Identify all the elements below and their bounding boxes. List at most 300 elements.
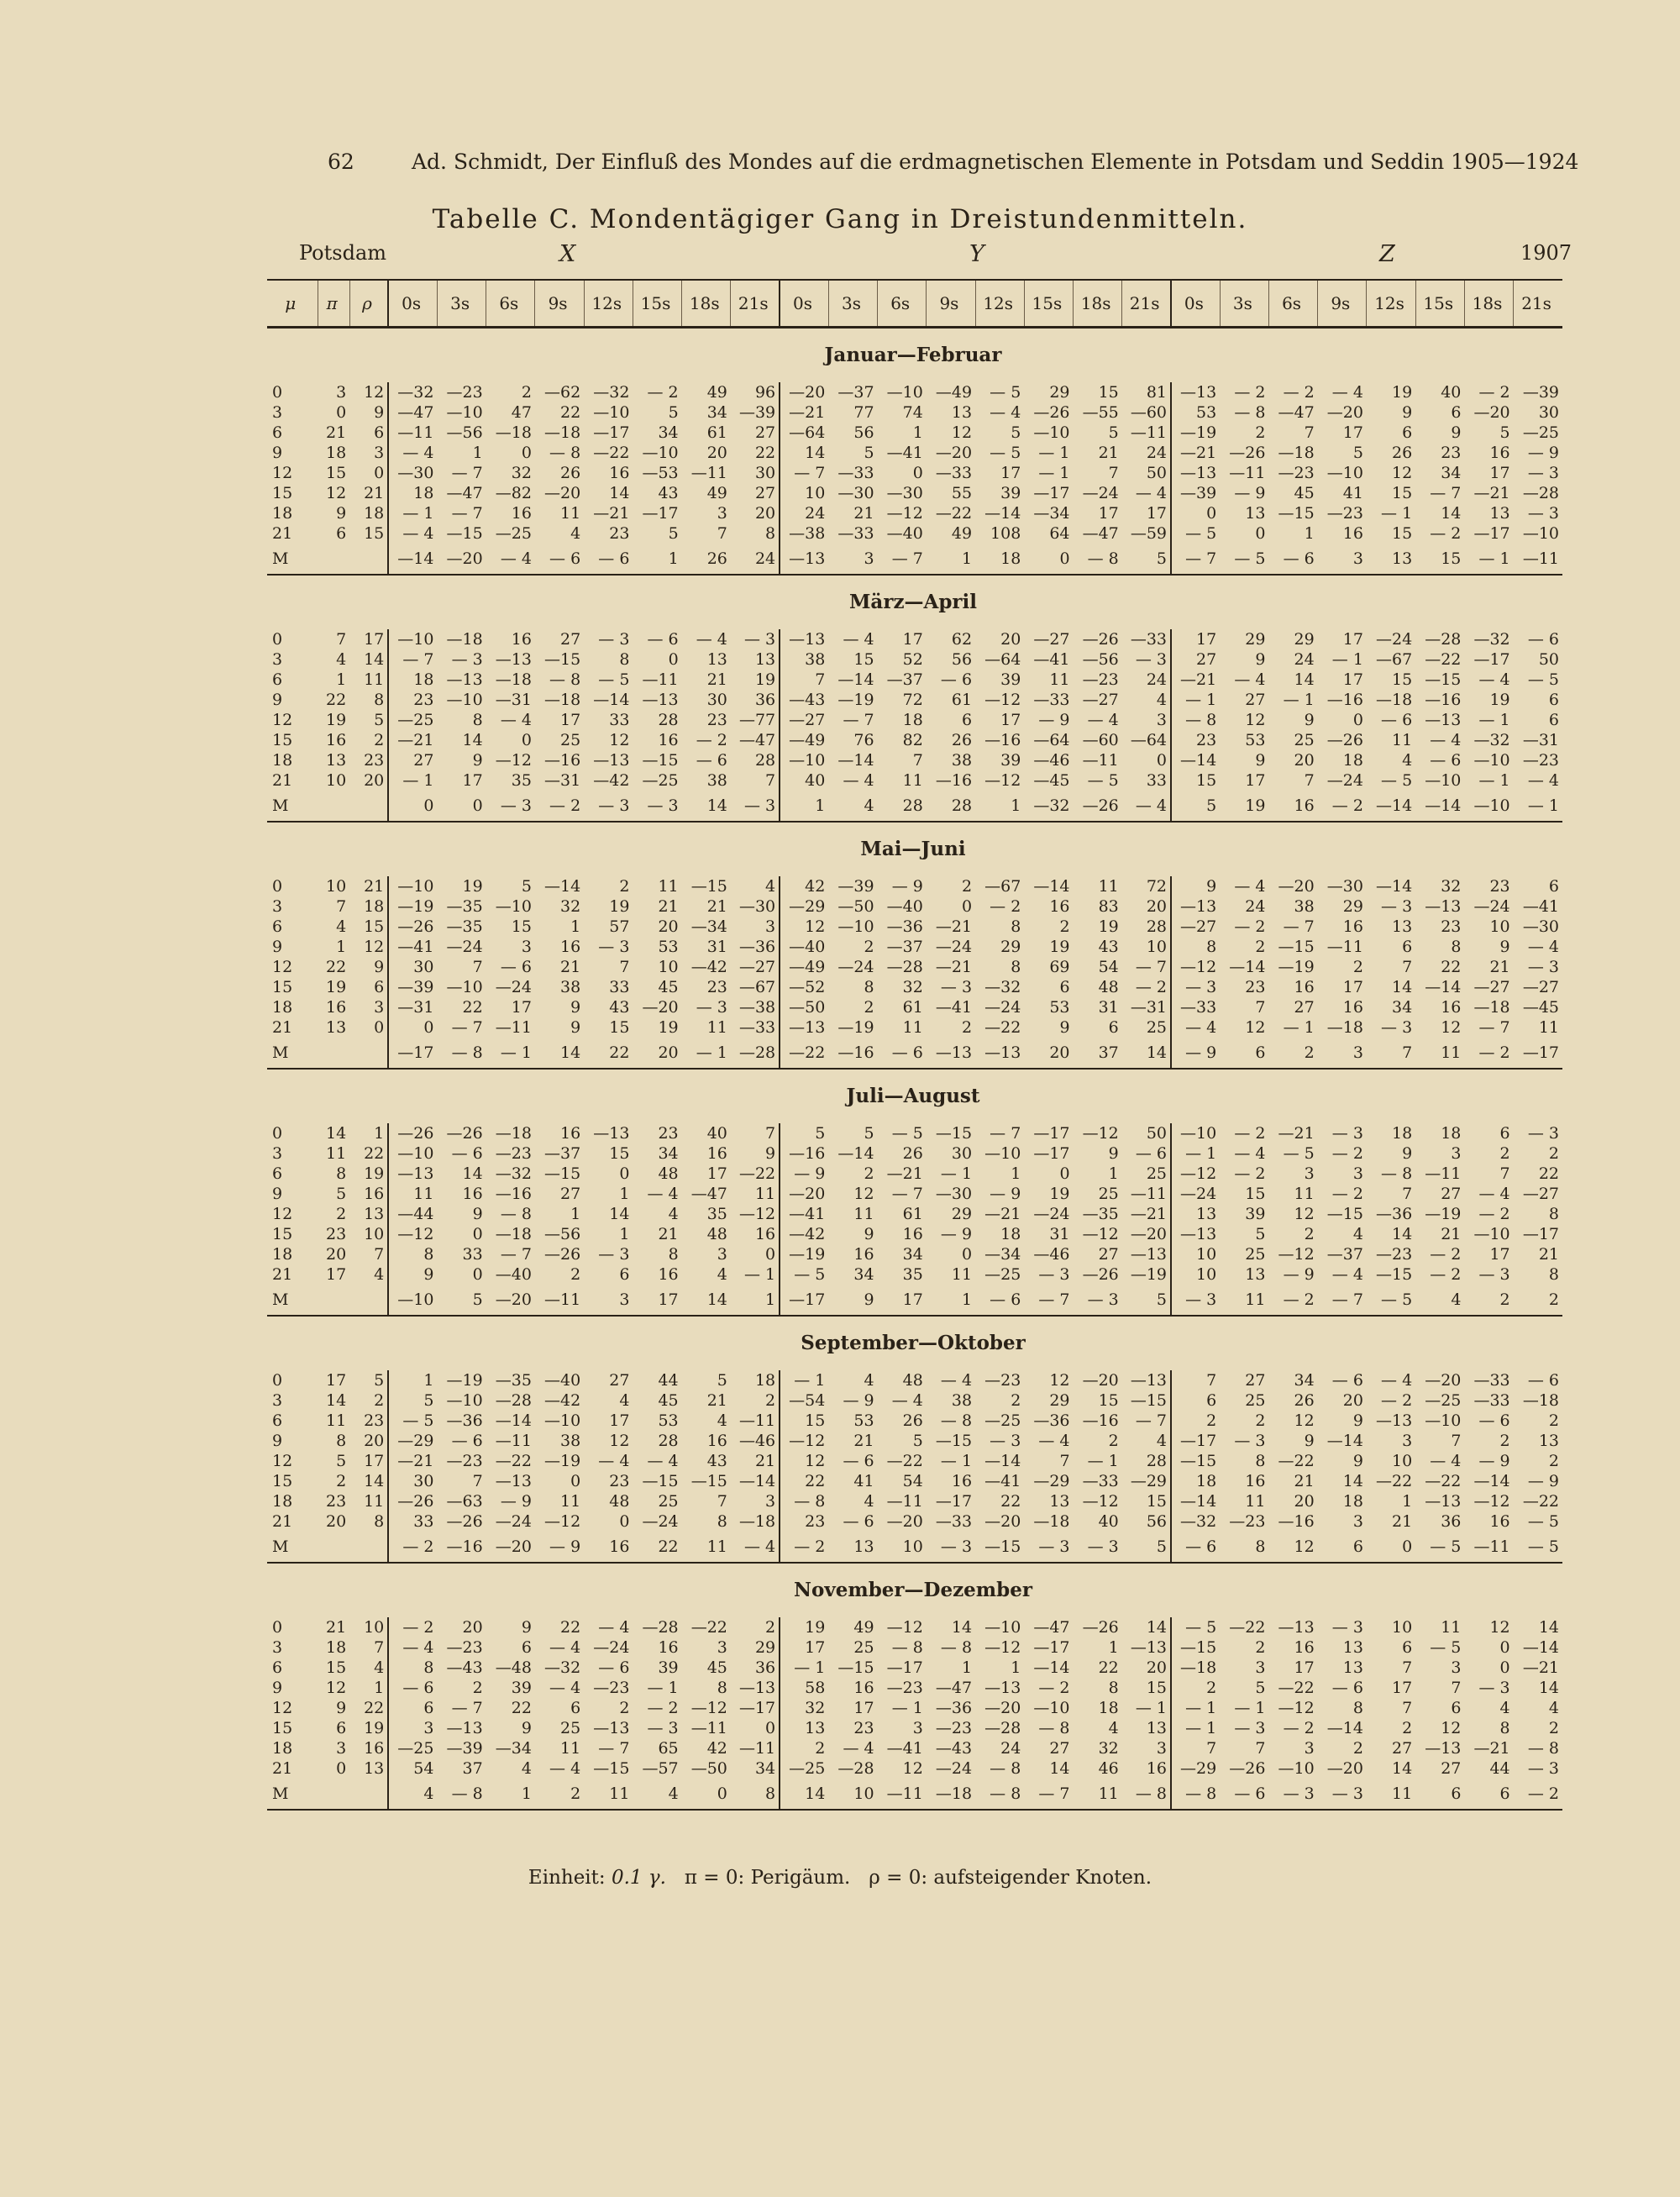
- table-row: [267, 629, 1562, 649]
- table-cell: 22: [462, 998, 483, 1017]
- table-cell: — 7: [1430, 484, 1462, 502]
- table-cell: —42: [690, 958, 727, 976]
- table-cell: 3: [521, 938, 532, 956]
- table-cell: 16: [1245, 1472, 1266, 1490]
- table-cell: — 3: [1478, 1265, 1510, 1284]
- table-cell: 16: [560, 1124, 581, 1143]
- table-cell: — 4: [843, 771, 874, 790]
- table-cell: 17: [1146, 504, 1167, 523]
- table-cell: —33: [738, 1018, 776, 1037]
- table-cell: —11: [495, 1432, 532, 1450]
- table-cell: 3: [336, 383, 347, 402]
- table-cell: 28: [1146, 1452, 1167, 1470]
- table-cell: —47: [388, 402, 437, 423]
- table-cell: 15: [1391, 484, 1413, 502]
- table-cell: 7: [1108, 464, 1119, 482]
- table-cell: — 7: [388, 649, 437, 670]
- table-cell: — 2: [1234, 383, 1266, 402]
- table-cell: —22: [1375, 1472, 1413, 1490]
- table-cell: — 4: [1381, 1371, 1413, 1390]
- table-cell: — 4: [598, 1452, 630, 1470]
- table-cell: —16: [1425, 691, 1462, 709]
- table-cell: — 4: [486, 544, 535, 575]
- table-row: [267, 1511, 1562, 1532]
- table-cell: —41: [935, 998, 973, 1017]
- table-cell: — 8: [990, 1759, 1021, 1778]
- table-cell: 9: [521, 1719, 532, 1737]
- table-cell: 18: [1000, 1225, 1021, 1243]
- table-cell: 53: [1245, 731, 1266, 749]
- table-cell: 1: [961, 1658, 973, 1677]
- table-cell: 23: [706, 978, 727, 996]
- table-cell: — 7: [1171, 544, 1220, 575]
- table-cell: 1: [349, 1678, 388, 1698]
- table-cell: 16: [1441, 998, 1462, 1017]
- table-cell: — 3: [1024, 1532, 1073, 1563]
- table-cell: —41: [388, 937, 437, 957]
- table-cell: 12: [780, 1451, 828, 1471]
- table-cell: 19: [325, 978, 347, 996]
- table-cell: 39: [1000, 670, 1021, 689]
- table-cell: — 4: [1527, 771, 1559, 790]
- table-cell: 3: [272, 403, 283, 422]
- table-cell: 13: [1342, 1658, 1363, 1677]
- table-cell: 20: [633, 1038, 681, 1069]
- table-cell: —14: [1375, 877, 1413, 896]
- unit-value: 0.1 γ.: [611, 1867, 666, 1889]
- table-cell: 2: [1255, 423, 1266, 442]
- table-cell: 40: [1098, 1512, 1119, 1531]
- table-cell: 8: [717, 1679, 727, 1697]
- table-cell: —14: [593, 691, 630, 709]
- table-cell: [349, 1038, 388, 1069]
- table-cell: 4: [717, 1265, 727, 1284]
- table-cell: — 2: [1283, 383, 1315, 402]
- table-cell: 1: [1108, 1164, 1119, 1183]
- table-cell: 9: [521, 1618, 532, 1637]
- table-cell: —22: [886, 1452, 923, 1470]
- table-cell: 10: [349, 1617, 388, 1637]
- table-cell: 2: [1011, 1391, 1021, 1410]
- table-cell: 33: [388, 1511, 437, 1532]
- table-cell: —23: [446, 1638, 483, 1657]
- table-cell: — 9: [1478, 1452, 1510, 1470]
- table-row: [267, 750, 1562, 770]
- table-cell: —28: [984, 1719, 1021, 1737]
- table-cell: — 3: [940, 978, 973, 996]
- table-cell: 2: [864, 998, 874, 1017]
- table-cell: 16: [1342, 524, 1363, 543]
- table-cell: — 3: [584, 791, 633, 822]
- table-cell: — 4: [549, 1679, 581, 1697]
- mean-row: [267, 544, 1562, 575]
- section-header-row: [267, 1563, 1562, 1617]
- table-cell: 14: [349, 1471, 388, 1491]
- table-cell: 17: [609, 1411, 630, 1430]
- table-cell: —13: [495, 1472, 532, 1490]
- table-cell: —14: [837, 751, 874, 770]
- page-number: 62: [328, 150, 354, 174]
- table-cell: 4: [349, 1264, 388, 1285]
- table-cell: —11: [1082, 751, 1119, 770]
- table-cell: 21: [560, 958, 581, 976]
- table-cell: 19: [1220, 791, 1268, 822]
- table-cell: —16: [495, 1185, 532, 1203]
- table-cell: — 5: [990, 383, 1021, 402]
- table-cell: — 4: [388, 443, 437, 463]
- table-cell: 19: [658, 1018, 679, 1037]
- table-cell: [349, 1285, 388, 1316]
- table-cell: 11: [902, 1018, 923, 1037]
- table-cell: —12: [495, 751, 532, 770]
- table-cell: 83: [1098, 897, 1119, 916]
- table-cell: —32: [984, 978, 1021, 996]
- table-cell: —22: [738, 1164, 776, 1183]
- table-cell: 6: [349, 977, 388, 997]
- table-cell: 38: [560, 978, 581, 996]
- section-title: Mai—Juni: [860, 838, 966, 860]
- table-cell: — 3: [1268, 1779, 1317, 1810]
- table-cell: —37: [886, 670, 923, 689]
- table-cell: —18: [1522, 1391, 1559, 1410]
- table-cell: 9: [1171, 876, 1220, 896]
- table-cell: —40: [886, 897, 923, 916]
- table-cell: 27: [1098, 1245, 1119, 1264]
- table-cell: —82: [495, 484, 532, 502]
- table-cell: — 3: [1135, 650, 1167, 669]
- table-cell: —17: [1033, 1638, 1070, 1657]
- table-cell: 18: [388, 670, 437, 690]
- table-cell: — 3: [1478, 1679, 1510, 1697]
- table-cell: 2: [619, 1699, 630, 1717]
- table-cell: —34: [495, 1739, 532, 1758]
- table-cell: —18: [495, 423, 532, 442]
- table-cell: —13: [780, 544, 828, 575]
- table-cell: 26: [1391, 444, 1413, 462]
- table-cell: — 1: [486, 1038, 535, 1069]
- table-cell: 33: [462, 1245, 483, 1264]
- table-cell: —15: [1375, 1265, 1413, 1284]
- table-cell: 2: [961, 1018, 973, 1037]
- table-cell: 8: [731, 1779, 780, 1810]
- table-cell: 8: [1011, 958, 1021, 976]
- table-cell: 3: [1318, 1038, 1367, 1069]
- table-cell: —25: [388, 1738, 437, 1758]
- table-cell: —17: [1033, 1124, 1070, 1143]
- table-cell: 82: [902, 731, 923, 749]
- table-cell: —41: [780, 1204, 828, 1224]
- table-cell: 34: [658, 1144, 679, 1163]
- table-cell: —22: [1229, 1618, 1266, 1637]
- table-cell: —13: [1425, 897, 1462, 916]
- table-cell: 24: [1245, 897, 1266, 916]
- table-cell: M: [267, 1779, 318, 1810]
- table-row: [267, 483, 1562, 503]
- table-cell: 8: [336, 1164, 347, 1183]
- table-cell: 18: [349, 896, 388, 917]
- table-cell: 0: [1171, 503, 1220, 523]
- table-cell: 13: [1245, 1265, 1266, 1284]
- table-cell: 52: [902, 650, 923, 669]
- table-cell: 11: [325, 1411, 347, 1430]
- table-cell: —10: [1473, 1225, 1510, 1243]
- table-cell: 44: [1489, 1759, 1510, 1778]
- table-row: [267, 1491, 1562, 1511]
- table-cell: 13: [1489, 504, 1510, 523]
- table-cell: 27: [1441, 1759, 1462, 1778]
- table-cell: — 6: [1478, 1411, 1510, 1430]
- table-cell: —15: [935, 1124, 973, 1143]
- table-cell: —32: [495, 1164, 532, 1183]
- table-cell: —13: [1425, 711, 1462, 729]
- table-cell: 2: [1514, 1285, 1562, 1316]
- table-cell: —14: [738, 1472, 776, 1490]
- table-cell: —32: [1473, 630, 1510, 649]
- table-cell: 4: [336, 917, 347, 936]
- table-cell: 7: [349, 1244, 388, 1264]
- table-cell: —27: [1522, 978, 1559, 996]
- table-cell: — 1: [1171, 1698, 1220, 1718]
- table-cell: 14: [609, 1205, 630, 1223]
- table-cell: 5: [1108, 423, 1119, 442]
- table-cell: 13: [1146, 1719, 1167, 1737]
- header-x-hour-6: 18s: [682, 280, 731, 328]
- header-pi: π: [318, 280, 349, 328]
- table-cell: — 3: [927, 1532, 975, 1563]
- table-cell: —29: [780, 896, 828, 917]
- table-cell: 27: [1245, 691, 1266, 709]
- table-cell: 7: [1402, 958, 1413, 976]
- table-cell: 28: [658, 1432, 679, 1450]
- table-cell: 14: [1538, 1618, 1559, 1637]
- table-cell: 26: [682, 544, 731, 575]
- table-cell: 10: [780, 483, 828, 503]
- table-cell: —33: [1473, 1391, 1510, 1410]
- table-cell: 53: [658, 1411, 679, 1430]
- table-cell: 20: [325, 1245, 347, 1264]
- table-cell: — 4: [1234, 1144, 1266, 1163]
- table-cell: —10: [984, 1144, 1021, 1163]
- table-cell: —14: [1033, 1658, 1070, 1677]
- section-title: Januar—Februar: [824, 344, 1002, 366]
- table-cell: 5: [349, 1370, 388, 1390]
- table-cell: 4: [388, 1779, 437, 1810]
- table-cell: —22: [1278, 1679, 1315, 1697]
- table-cell: —16: [828, 1038, 877, 1069]
- table-cell: 49: [951, 524, 973, 543]
- table-cell: —17: [1514, 1038, 1562, 1069]
- table-cell: 28: [754, 751, 776, 770]
- table-cell: — 2: [1234, 1164, 1266, 1183]
- table-cell: 20: [325, 1512, 347, 1531]
- table-cell: 8: [349, 1511, 388, 1532]
- table-cell: 16: [1294, 1638, 1315, 1657]
- table-cell: 29: [1342, 897, 1363, 916]
- table-cell: —11: [1464, 1532, 1513, 1563]
- table-cell: 7: [1367, 1038, 1415, 1069]
- table-cell: 11: [560, 1492, 581, 1511]
- table-cell: —10: [544, 1411, 581, 1430]
- column-header-row: [267, 280, 1562, 328]
- table-cell: 26: [951, 731, 973, 749]
- table-cell: —46: [738, 1432, 776, 1450]
- table-cell: — 9: [843, 1391, 874, 1410]
- table-cell: 8: [1255, 1452, 1266, 1470]
- table-cell: —12: [984, 1638, 1021, 1657]
- table-cell: 14: [609, 484, 630, 502]
- table-cell: —20: [486, 1285, 535, 1316]
- table-cell: 13: [754, 650, 776, 669]
- table-cell: —18: [1326, 1018, 1363, 1037]
- table-cell: 12: [609, 731, 630, 749]
- table-row: [267, 402, 1562, 423]
- table-cell: —13: [446, 670, 483, 689]
- table-cell: —27: [1171, 917, 1220, 937]
- table-cell: — 5: [1514, 1532, 1562, 1563]
- table-cell: — 9: [780, 1164, 828, 1184]
- table-cell: 9: [336, 1699, 347, 1717]
- table-cell: — 4: [843, 1739, 874, 1758]
- table-cell: 0: [272, 1124, 283, 1143]
- table-cell: 16: [754, 1225, 776, 1243]
- table-cell: — 5: [780, 1264, 828, 1285]
- table-cell: —37: [837, 383, 874, 402]
- table-cell: 40: [780, 770, 828, 791]
- table-cell: 5: [1122, 1532, 1171, 1563]
- table-row: [267, 977, 1562, 997]
- table-cell: 13: [828, 1532, 877, 1563]
- table-cell: — 1: [1464, 544, 1513, 575]
- table-cell: 4: [668, 1205, 679, 1223]
- table-cell: 50: [1538, 650, 1559, 669]
- table-cell: 61: [951, 691, 973, 709]
- table-cell: 6: [1499, 1124, 1510, 1143]
- table-cell: — 2: [1268, 1285, 1317, 1316]
- table-cell: 56: [853, 423, 874, 442]
- table-cell: —12: [1171, 957, 1220, 977]
- table-cell: —34: [984, 1245, 1021, 1264]
- component-y-label: Y: [969, 241, 984, 267]
- table-cell: —34: [690, 917, 727, 936]
- table-cell: 0: [765, 1719, 776, 1737]
- table-cell: 34: [754, 1759, 776, 1778]
- table-cell: —45: [1522, 998, 1559, 1017]
- table-cell: 5: [1122, 1285, 1171, 1316]
- table-cell: 77: [853, 403, 874, 422]
- table-cell: 6: [1318, 1532, 1367, 1563]
- table-cell: 46: [1098, 1759, 1119, 1778]
- table-cell: 6: [521, 1638, 532, 1657]
- table-cell: 22: [1538, 1164, 1559, 1183]
- table-cell: —22: [1278, 1452, 1315, 1470]
- table-cell: 11: [388, 1184, 437, 1204]
- table-cell: 21: [706, 897, 727, 916]
- table-cell: — 3: [1381, 1018, 1413, 1037]
- table-cell: 31: [706, 938, 727, 956]
- table-cell: 6: [1415, 1779, 1464, 1810]
- table-cell: — 8: [1234, 403, 1266, 422]
- table-cell: 12: [272, 958, 293, 976]
- table-cell: —10: [886, 383, 923, 402]
- table-cell: 5: [864, 1124, 874, 1143]
- table-cell: 41: [1342, 484, 1363, 502]
- table-cell: 23: [609, 524, 630, 543]
- table-cell: 2: [619, 877, 630, 896]
- table-cell: 5: [437, 1285, 486, 1316]
- table-cell: — 5: [1381, 771, 1413, 790]
- table-cell: 18: [272, 1492, 293, 1511]
- table-cell: 0: [1367, 1532, 1415, 1563]
- table-cell: —25: [984, 1411, 1021, 1430]
- table-cell: 18: [272, 504, 293, 523]
- table-cell: 26: [902, 1144, 923, 1163]
- table-cell: 34: [853, 1265, 874, 1284]
- table-cell: 6: [1451, 1699, 1462, 1717]
- table-cell: 14: [1441, 504, 1462, 523]
- table-cell: 15: [325, 1658, 347, 1677]
- table-cell: 45: [658, 978, 679, 996]
- table-cell: —19: [1130, 1265, 1167, 1284]
- table-cell: —33: [935, 1512, 973, 1531]
- table-cell: — 5: [598, 670, 630, 689]
- table-cell: 14: [325, 1391, 347, 1410]
- header-y-hour-0: 0s: [780, 280, 828, 328]
- table-cell: 8: [388, 1244, 437, 1264]
- table-cell: 76: [853, 731, 874, 749]
- table-cell: 35: [902, 1265, 923, 1284]
- table-cell: 17: [1342, 630, 1363, 649]
- table-cell: —41: [1033, 650, 1070, 669]
- table-cell: 23: [853, 1719, 874, 1737]
- table-cell: —15: [837, 1658, 874, 1677]
- table-cell: 0: [961, 897, 973, 916]
- table-cell: — 7: [451, 1699, 483, 1717]
- table-cell: 14: [1391, 1759, 1413, 1778]
- table-cell: —14: [1367, 791, 1415, 822]
- table-cell: —12: [1082, 1492, 1119, 1511]
- table-cell: 1: [619, 1185, 630, 1203]
- table-cell: 9: [1255, 650, 1266, 669]
- table-cell: — 6: [1220, 1779, 1268, 1810]
- table-cell: —56: [1082, 650, 1119, 669]
- table-cell: — 3: [1074, 1532, 1122, 1563]
- table-cell: 14: [951, 1618, 973, 1637]
- table-cell: 23: [325, 1492, 347, 1511]
- table-cell: —25: [1425, 1391, 1462, 1410]
- table-cell: —24: [593, 1638, 630, 1657]
- table-cell: — 1: [891, 1699, 923, 1717]
- table-cell: 3: [1156, 711, 1167, 729]
- header-z-hour-2: 6s: [1268, 280, 1317, 328]
- table-cell: — 1: [647, 1679, 679, 1697]
- table-cell: 20: [1294, 1492, 1315, 1511]
- table-cell: 11: [754, 1185, 776, 1203]
- table-cell: 1: [1011, 1658, 1021, 1677]
- table-cell: —20: [1130, 1225, 1167, 1243]
- table-cell: —32: [1024, 791, 1073, 822]
- table-cell: —15: [544, 1164, 581, 1183]
- table-cell: —60: [1130, 403, 1167, 422]
- table-cell: —18: [738, 1512, 776, 1531]
- table-cell: —12: [738, 1205, 776, 1223]
- table-cell: 6: [336, 1719, 347, 1737]
- table-cell: 7: [1451, 1679, 1462, 1697]
- table-cell: 11: [1220, 1285, 1268, 1316]
- table-cell: 12: [1441, 1719, 1462, 1737]
- table-cell: —46: [1033, 751, 1070, 770]
- table-cell: 33: [1146, 771, 1167, 790]
- table-cell: 16: [325, 731, 347, 749]
